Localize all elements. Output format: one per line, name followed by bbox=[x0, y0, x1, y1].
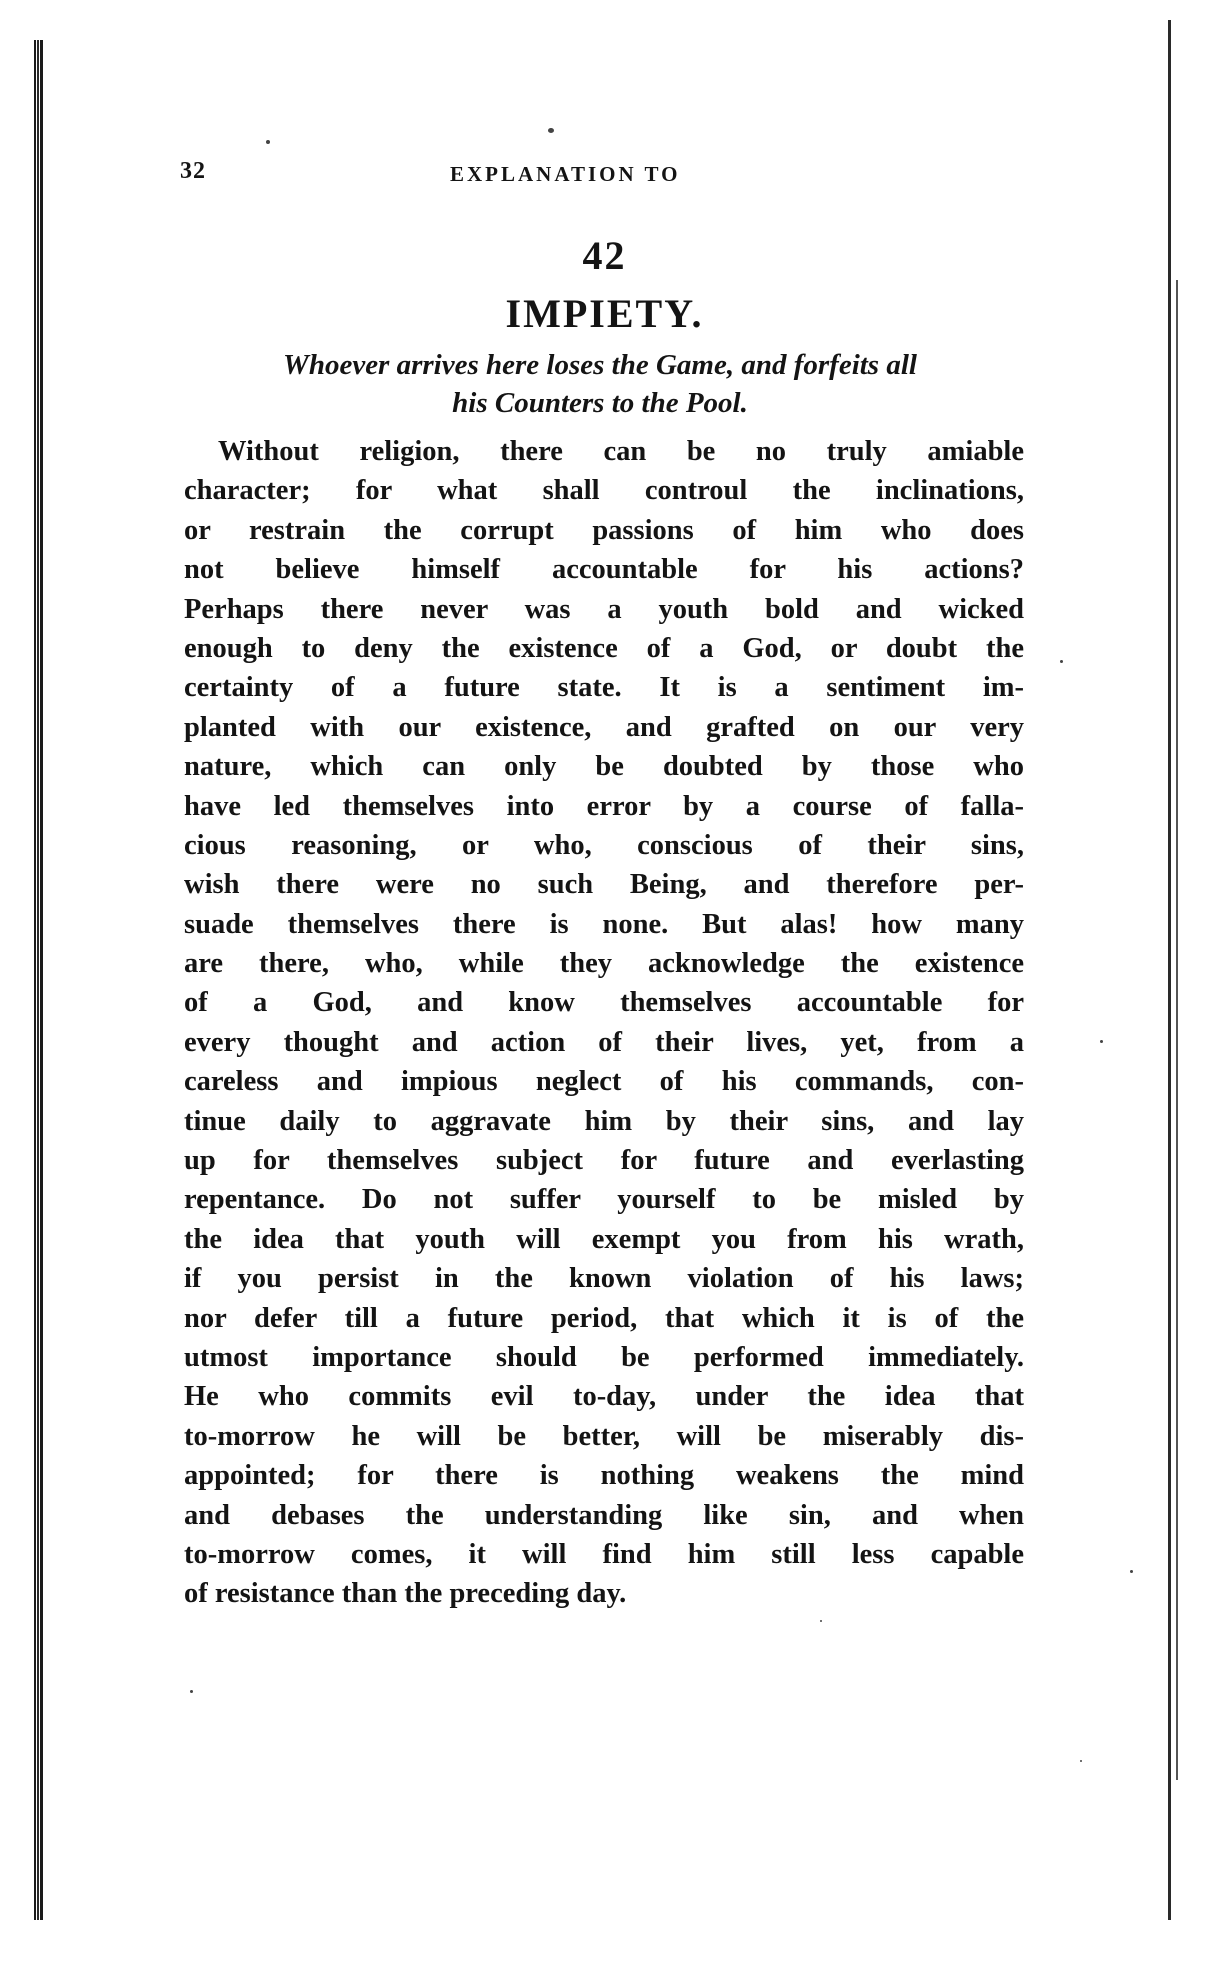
body-line: enough to deny the existence of a God, or doubt the bbox=[184, 632, 1024, 664]
body-line: Perhaps there never was a youth bold and wicked bbox=[184, 593, 1024, 625]
subtitle-line: his Counters to the Pool. bbox=[452, 387, 748, 419]
body-line: or restrain the corrupt passions of him who does bbox=[184, 514, 1024, 546]
scan-speck bbox=[266, 140, 270, 144]
body-line: up for themselves subject for future and everlasting bbox=[184, 1145, 1024, 1177]
body-line: tinue daily to aggravate him by their sins, and lay bbox=[184, 1105, 1024, 1137]
body-line: if you persist in the known violation of his laws; bbox=[184, 1263, 1024, 1295]
body-line: every thought and action of their lives, yet, from a bbox=[184, 1026, 1024, 1058]
running-head bbox=[170, 158, 1070, 198]
scan-speck bbox=[1130, 1570, 1133, 1573]
body-line: Without religion, there can be no truly amiable bbox=[218, 436, 1024, 467]
section-heading: IMPIETY. bbox=[505, 291, 704, 336]
body-line: appointed; for there is nothing weakens the mind bbox=[184, 1460, 1024, 1492]
body-line: are there, who, while they acknowledge the existence bbox=[184, 948, 1024, 980]
body-line: not believe himself accountable for his actions? bbox=[184, 554, 1024, 586]
scan-speck bbox=[1060, 660, 1063, 663]
scan-speck bbox=[1100, 1040, 1103, 1043]
body-line: the idea that youth will exempt you from his wrath, bbox=[184, 1223, 1024, 1255]
body-line: wish there were no such Being, and therefore per- bbox=[184, 869, 1024, 901]
body-line: nature, which can only be doubted by those who bbox=[184, 751, 1024, 783]
body-line: character; for what shall controul the inclinations, bbox=[184, 475, 1024, 507]
scan-speck bbox=[820, 1620, 822, 1622]
body-line: repentance. Do not suffer yourself to be misled by bbox=[184, 1184, 1024, 1216]
body-line: of a God, and know themselves accountable for bbox=[184, 987, 1024, 1019]
body-line: careless and impious neglect of his commands, con- bbox=[184, 1066, 1024, 1098]
body-line: have led themselves into error by a course of falla- bbox=[184, 790, 1024, 822]
running-title: EXPLANATION TO bbox=[450, 162, 681, 186]
body-line: to-morrow he will be better, will be miserably dis- bbox=[184, 1420, 1024, 1452]
subtitle-line: Whoever arrives here loses the Game, and forfeits all bbox=[283, 349, 917, 381]
body-line: to-morrow comes, it will find him still less capable bbox=[184, 1538, 1024, 1570]
scan-speck bbox=[190, 1690, 193, 1693]
page-number: 32 bbox=[180, 158, 206, 184]
body-line: planted with our existence, and grafted on our very bbox=[184, 711, 1024, 743]
body-line: He who commits evil to-day, under the idea that bbox=[184, 1381, 1024, 1413]
body-line: suade themselves there is none. But alas! how many bbox=[184, 908, 1024, 940]
body-line: utmost importance should be performed immediately. bbox=[184, 1341, 1024, 1373]
section-subtitle bbox=[170, 346, 1030, 422]
page-right-edge-shadow bbox=[1176, 280, 1178, 1780]
body-line: of resistance than the preceding day. bbox=[184, 1578, 627, 1610]
body-line: cious reasoning, or who, conscious of their sins, bbox=[184, 829, 1024, 861]
body-text bbox=[184, 432, 1024, 1614]
body-line: nor defer till a future period, that which it is of the bbox=[184, 1302, 1024, 1334]
square-number: 42 bbox=[582, 233, 627, 278]
body-line: and debases the understanding like sin, and when bbox=[184, 1499, 1024, 1531]
scan-speck bbox=[548, 128, 554, 133]
scan-speck bbox=[1080, 1760, 1082, 1762]
body-line: certainty of a future state. It is a sentiment im- bbox=[184, 672, 1024, 704]
